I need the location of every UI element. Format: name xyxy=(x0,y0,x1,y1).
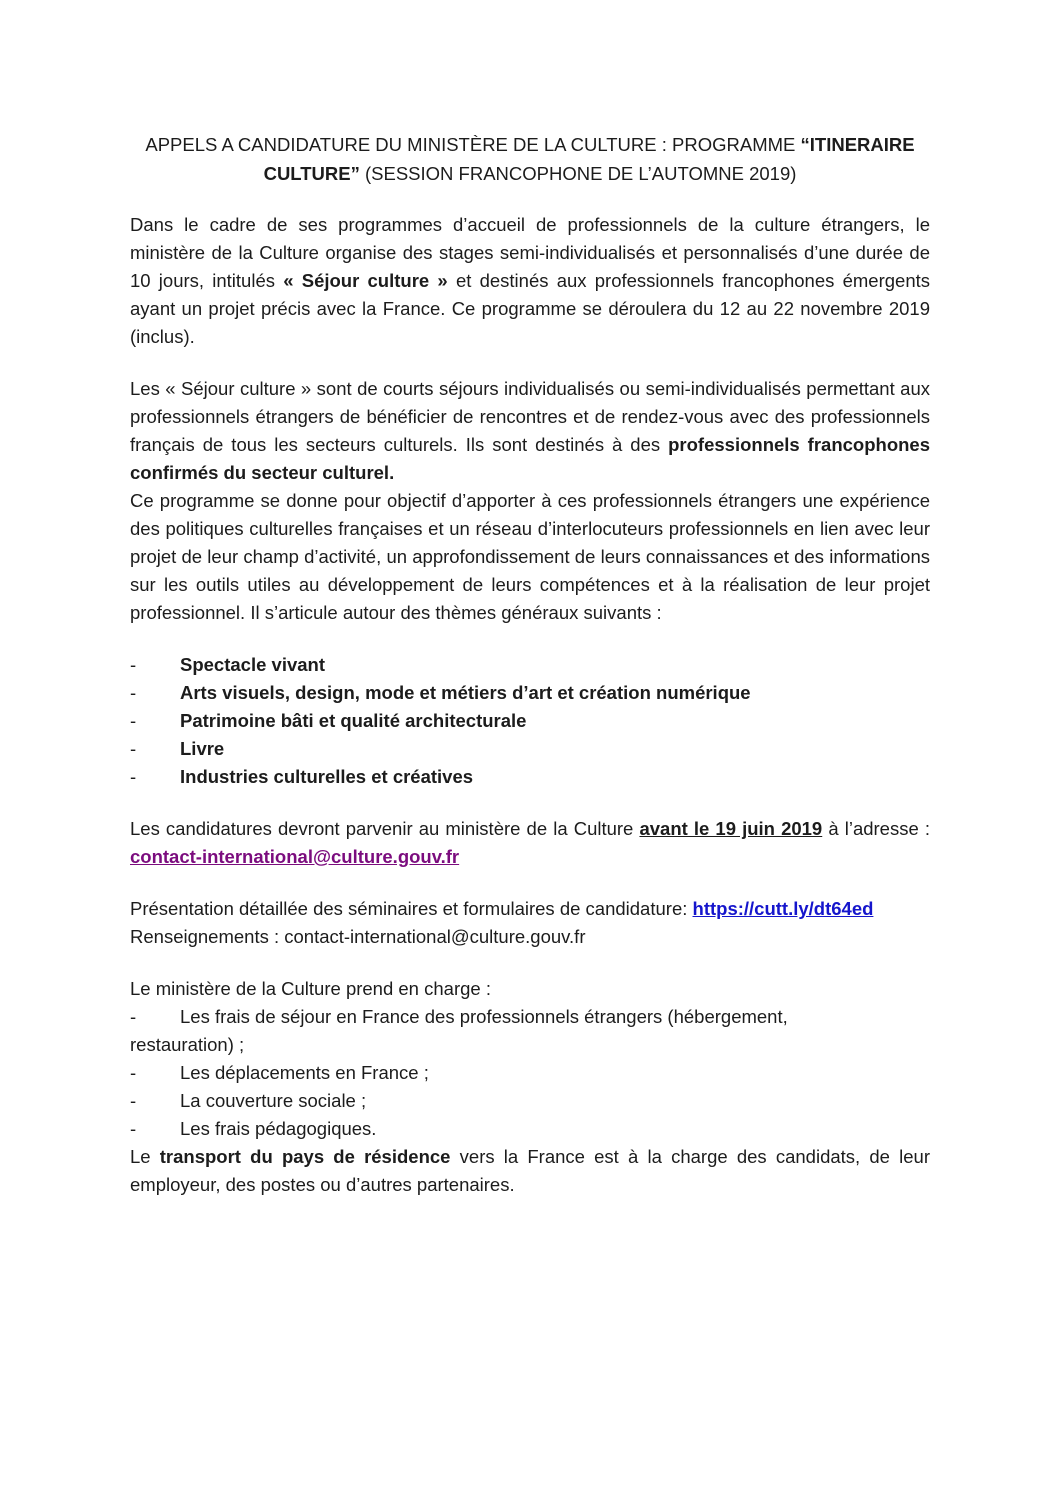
title-program-name: “ITINERAIRE CULTURE” xyxy=(263,134,915,184)
theme-item xyxy=(130,679,930,707)
paragraph-objective-text: Ce programme se donne pour objectif d’apporter à ces professionnels étrangers une expérience des politiques culturelles françaises et un réseau d’interlocuteurs professionnels en lien avec leur projet de leur champ d’activité, un approfondissement de leurs connaissances et des informations sur les outils utiles au développement de leurs compétences et à la réalisation de leur projet professionnel. Il s’articule autour des thèmes généraux suivants : xyxy=(130,490,930,623)
document-title xyxy=(130,130,930,188)
theme-item xyxy=(130,707,930,735)
presentation-link[interactable]: https://cutt.ly/dt64ed xyxy=(692,898,874,919)
application-address-text: à l’adresse : xyxy=(822,818,930,839)
paragraph-intro xyxy=(130,211,930,351)
coverage-intro: Le ministère de la Culture prend en charge : xyxy=(130,978,491,999)
paragraph-objective xyxy=(130,487,930,627)
presentation-line xyxy=(130,895,930,923)
dash-marker: - xyxy=(130,1006,137,1027)
coverage-block xyxy=(130,975,930,1199)
coverage-item xyxy=(130,1059,930,1087)
title-text: APPELS A CANDIDATURE DU MINISTÈRE DE LA CULTURE : PROGRAMME xyxy=(145,134,801,155)
coverage-item-text: Les frais de séjour en France des professionnels étrangers (hébergement, xyxy=(180,1006,788,1027)
themes-list xyxy=(130,651,930,791)
paragraph-intro-text: Dans le cadre de ses programmes d’accueil de professionnels de la culture étrangers, le ministère de la Culture organise des stages semi-individualisés et personnalisés d’une durée de 10 jours, intitulés xyxy=(130,214,930,291)
deadline-text: avant le 19 juin 2019 xyxy=(639,818,823,839)
dash-marker: - xyxy=(130,682,137,703)
email-link[interactable]: contact-international@culture.gouv.fr xyxy=(130,846,460,867)
dash-marker: - xyxy=(130,1062,137,1083)
document-body xyxy=(130,130,930,1199)
theme-item-label: Livre xyxy=(180,738,225,759)
coverage-item-text: Les déplacements en France ; xyxy=(180,1062,429,1083)
coverage-item-continuation: restauration) ; xyxy=(130,1034,245,1055)
coverage-outro xyxy=(130,1143,930,1199)
paragraph-description xyxy=(130,375,930,487)
theme-item-label: Industries culturelles et créatives xyxy=(180,766,474,787)
dash-marker: - xyxy=(130,710,137,731)
confirmed-professionals-emphasis: professionnels francophones confirmés du secteur culturel. xyxy=(130,434,931,483)
presentation-label: Présentation détaillée des séminaires et formulaires de candidature: xyxy=(130,898,693,919)
theme-item-label: Patrimoine bâti et qualité architecturale xyxy=(180,710,527,731)
theme-item xyxy=(130,651,930,679)
theme-item-label: Arts visuels, design, mode et métiers d’art et création numérique xyxy=(180,682,751,703)
dash-marker: - xyxy=(130,1090,137,1111)
transport-emphasis: transport du pays de résidence xyxy=(159,1146,451,1167)
paragraph-description-text: Les « Séjour culture » sont de courts séjours individualisés ou semi-individualisés permettant aux professionnels étrangers de bénéficier de rencontres et de rendez-vous avec des professionnels français de tous les secteurs culturels. Ils sont destinés à des xyxy=(130,378,930,455)
coverage-item xyxy=(130,1115,930,1143)
paragraph-application xyxy=(130,815,930,871)
coverage-outro-text-end: vers la France est à la charge des candidats, de leur employeur, des postes ou d’autres partenaires. xyxy=(130,1146,930,1195)
dash-marker: - xyxy=(130,766,137,787)
coverage-item-text: Les frais pédagogiques. xyxy=(180,1118,377,1139)
theme-item-label: Spectacle vivant xyxy=(180,654,325,675)
application-text: Les candidatures devront parvenir au ministère de la Culture xyxy=(130,818,640,839)
coverage-item xyxy=(130,1087,930,1115)
dash-marker: - xyxy=(130,738,137,759)
dash-marker: - xyxy=(130,654,137,675)
theme-item xyxy=(130,763,930,791)
renseignements-line: Renseignements : contact-international@culture.gouv.fr xyxy=(130,926,586,947)
title-session-text: (SESSION FRANCOPHONE DE L’AUTOMNE 2019) xyxy=(359,163,797,184)
dash-marker: - xyxy=(130,1118,137,1139)
paragraph-intro-text-end: et destinés aux professionnels francophones émergents ayant un projet précis avec la France. Ce programme se déroulera du 12 au 22 novembre 2019 (inclus). xyxy=(130,270,931,347)
coverage-item-text: La couverture sociale ; xyxy=(180,1090,367,1111)
info-block xyxy=(130,895,930,951)
coverage-outro-text: Le xyxy=(130,1146,160,1167)
coverage-item xyxy=(130,1003,930,1031)
sejour-culture-emphasis: « Séjour culture » xyxy=(283,270,448,291)
theme-item xyxy=(130,735,930,763)
